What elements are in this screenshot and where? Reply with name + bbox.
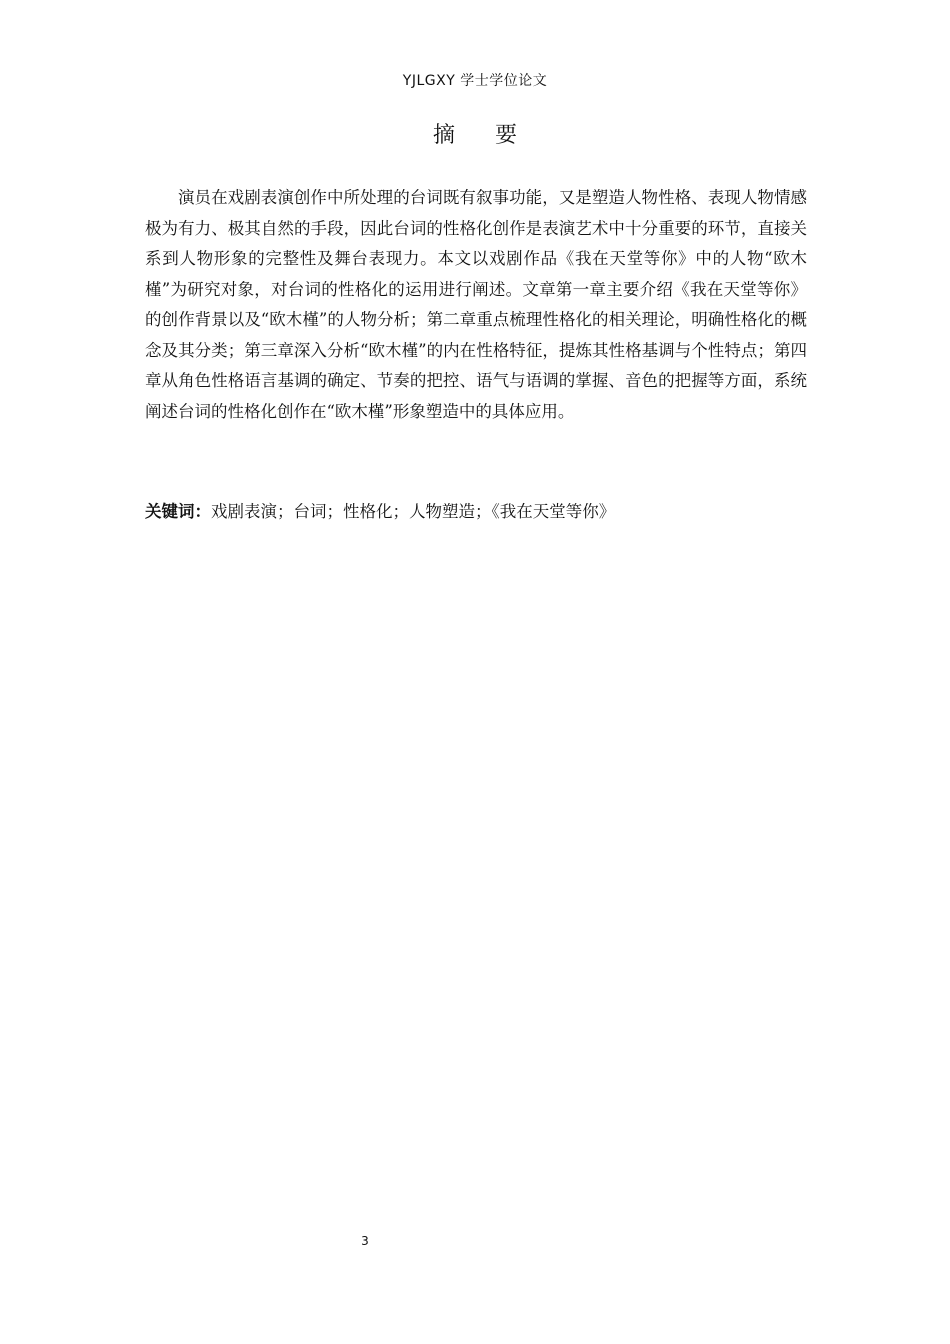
abstract-title: 摘要	[432, 123, 557, 148]
keywords-label: 关键词：	[145, 502, 211, 521]
running-header: YJLGXY 学士学位论文	[402, 73, 548, 89]
keywords-line	[145, 499, 807, 525]
page-number: 3	[361, 1234, 369, 1248]
abstract-body: 演员在戏剧表演创作中所处理的台词既有叙事功能，又是塑造人物性格、表现人物情感极为有力、极其自然的手段，因此台词的性格化创作是表演艺术中十分重要的环节，直接关系到人物形象的完整性及舞台表现力。本文以戏剧作品《我在天堂等你》中的人物“欧木槿”为研究对象，对台词的性格化的运用进行阐述。文章第一章主要介绍《我在天堂等你》的创作背景以及“欧木槿”的人物分析；第二章重点梳理性格化的相关理论，明确性格化的概念及其分类；第三章深入分析“欧木槿”的内在性格特征，提炼其性格基调与个性特点；第四章从角色性格语言基调的确定、节奏的把控、语气与语调的掌握、音色的把握等方面，系统阐述台词的性格化创作在“欧木槿”形象塑造中的具体应用。	[145, 188, 807, 421]
keywords-list: 戏剧表演；台词；性格化；人物塑造；《我在天堂等你》	[211, 502, 616, 521]
